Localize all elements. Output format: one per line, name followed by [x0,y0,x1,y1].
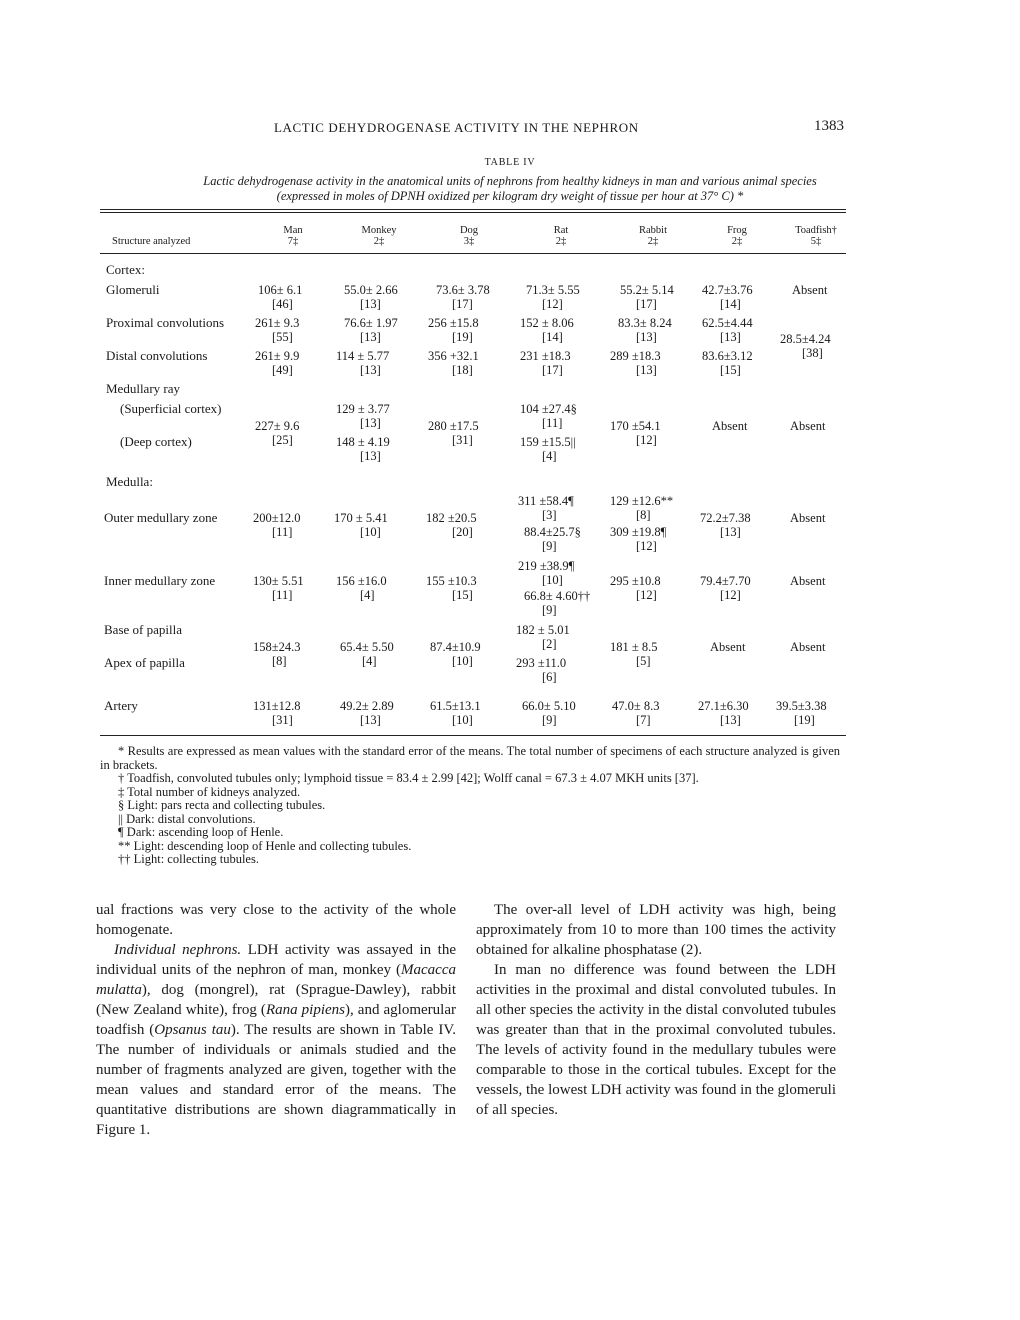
table-cell: [11] [272,525,293,539]
table-cell: 158±24.3 [253,640,301,654]
column-count: 2‡ [647,236,659,247]
table-cell: [12] [636,539,657,553]
table-cell: [17] [542,363,563,377]
table-cell: 79.4±7.70 [700,574,751,588]
column-count: 2‡ [555,236,567,247]
table-footnotes [100,745,840,867]
species-name: Opsanus tau [154,1022,231,1038]
table-cell: [10] [542,573,563,587]
table-cell: [10] [360,525,381,539]
column-header-man [258,225,328,247]
table-cell: Absent [792,283,828,297]
table-cell: 71.3± 5.55 [526,283,580,297]
column-count: 2‡ [373,236,385,247]
table-cell: 181 ± 8.5 [610,640,658,654]
table-cell: [5] [636,654,651,668]
column-name: Rabbit [639,225,667,236]
row-label-apex: Apex of papilla [104,655,185,670]
table-bottom-rule [100,735,846,736]
table-cell: [17] [452,297,473,311]
table-cell: [46] [272,297,293,311]
table-cell: [2] [542,637,557,651]
table-cell: [31] [272,713,293,727]
table-cell: [14] [542,330,563,344]
column-count: 2‡ [731,236,743,247]
table-caption-line1: Lactic dehydrogenase activity in the anatomical units of nephrons from healthy kidneys in man and various animal species [203,174,817,188]
table-cell: [12] [720,588,741,602]
table-cell: [8] [636,508,651,522]
table-label: TABLE IV [484,157,536,168]
paragraph [96,940,456,1140]
table-cell: 129 ±12.6** [610,494,674,508]
table-cell: [12] [636,433,657,447]
column-header-frog [705,225,769,247]
column-header-toadfish [778,225,854,247]
text-run: LDH activity was assayed in the individual units of the nephron of man, monkey ( [96,942,456,978]
column-name: Toadfish† [795,225,837,236]
table-cell: [15] [720,363,741,377]
table-cell: 88.4±25.7§ [524,525,581,539]
table-cell: 129 ± 3.77 [336,402,390,416]
table-cell: 47.0± 8.3 [612,699,660,713]
column-count: 7‡ [287,236,299,247]
column-name: Frog [727,225,747,236]
column-name: Dog [459,225,479,236]
table-cell: 356 +32.1 [428,349,479,363]
table-cell: [13] [720,330,741,344]
column-header-rat [526,225,596,247]
row-label-superficial: (Superficial cortex) [120,401,222,416]
table-cell: [13] [360,713,381,727]
footnote: * Results are expressed as mean values with the standard error of the means. The total number of specimens of each structure analyzed is given in brackets. [100,744,840,772]
table-cell: [7] [636,713,651,727]
table-cell: 311 ±58.4¶ [518,494,574,508]
page-number: 1383 [814,118,844,134]
table-cell: 152 ± 8.06 [520,316,574,330]
text-run: ). The results are shown in Table IV. The number of individuals or animals studied and the number of fragments analyzed are given, together with the mean values and standard error of the means. The quantitative distributions are shown diagrammatically in Figure 1. [96,1022,456,1138]
table-cell: 256 ±15.8 [428,316,479,330]
table-cell: [31] [452,433,473,447]
table-cell: [6] [542,670,557,684]
table-cell: 49.2± 2.89 [340,699,394,713]
row-label-base: Base of papilla [104,622,182,637]
row-label-outer: Outer medullary zone [104,510,218,525]
table-cell: 131±12.8 [253,699,301,713]
table-cell: [38] [802,346,823,360]
table-cell: 261± 9.3 [255,316,300,330]
table-cell: Absent [790,640,826,654]
table-cell: 65.4± 5.50 [340,640,394,654]
table-cell: [10] [452,654,473,668]
table-cell: [55] [272,330,293,344]
table-cell: Absent [790,419,826,433]
row-label-inner: Inner medullary zone [104,573,216,588]
table-cell: [19] [452,330,473,344]
section-label-medullary-ray: Medullary ray [106,381,181,396]
column-header-rabbit [618,225,688,247]
table-cell: 219 ±38.9¶ [518,559,575,573]
table-header-rule [100,253,846,254]
paragraph: ual fractions was very close to the activity of the whole homogenate. [96,902,456,938]
column-name: Man [283,225,303,236]
table-cell: 155 ±10.3 [426,574,477,588]
table-cell: 27.1±6.30 [698,699,749,713]
table-cell: 309 ±19.8¶ [610,525,667,539]
table-cell: [49] [272,363,293,377]
column-name: Monkey [361,225,397,236]
table-cell: [13] [360,416,381,430]
paragraph: The over-all level of LDH activity was high, being approximately from 10 to more than 100 times the activity obtained for alkaline phosphatase (2). [476,902,836,958]
column-count: 3‡ [463,236,475,247]
table-cell: 156 ±16.0 [336,574,387,588]
table-cell: 170 ± 5.41 [334,511,388,525]
footnote: § Light: pars recta and collecting tubules. [118,798,326,812]
table-cell: 231 ±18.3 [520,349,571,363]
table-cell: 28.5±4.24 [780,332,831,346]
paragraph: In man no difference was found between the LDH activities in the proximal and distal convoluted tubules. In all other species the activity in the distal convoluted tubules was greater than that in the proximal convoluted tubules. The levels of activity found in the medullary tubules were comparable to those in the cortical tubules. Except for the vessels, the lowest LDH activity was found in the glomeruli of all species. [476,962,836,1118]
table-cell: [4] [362,654,377,668]
table-cell: 73.6± 3.78 [436,283,490,297]
footnote: ‡ Total number of kidneys analyzed. [118,784,301,799]
table-cell: [18] [452,363,473,377]
table-cell: 66.0± 5.10 [522,699,576,713]
table-caption-line2: (expressed in moles of DPNH oxidized per kilogram dry weight of tissue per hour at 37° C) * [276,189,744,203]
running-title: LACTIC DEHYDROGENASE ACTIVITY IN THE NEPHRON [274,120,639,135]
table-cell: [14] [720,297,741,311]
section-label-medulla: Medulla: [106,474,153,489]
table-cell: [9] [542,713,557,727]
table-cell: 280 ±17.5 [428,419,479,433]
table-cell: [12] [636,588,657,602]
table-cell: 293 ±11.0 [516,656,567,670]
table-cell: [13] [720,525,741,539]
table-cell: 148 ± 4.19 [336,435,390,449]
table-cell: [13] [360,330,381,344]
table-cell: 289 ±18.3 [610,349,661,363]
table-cell: Absent [790,574,826,588]
table-cell: 87.4±10.9 [430,640,481,654]
table-cell: 261± 9.9 [255,349,300,363]
table-cell: 39.5±3.38 [776,699,827,713]
page-header [0,120,1020,140]
table-cell: 227± 9.6 [255,419,300,433]
row-label-deep: (Deep cortex) [120,434,192,449]
table-caption [100,174,920,204]
table-cell: [11] [272,588,293,602]
row-label-distal: Distal convolutions [106,348,208,363]
table-cell: [13] [636,330,657,344]
table-cell: 114 ± 5.77 [336,349,390,363]
table-cell: [17] [636,297,657,311]
table-cell: Absent [712,419,748,433]
table-cell: [15] [452,588,473,602]
table-cell: 55.2± 5.14 [620,283,674,297]
table-cell: [19] [794,713,815,727]
species-name: Macacca mulatta [96,962,456,998]
table-cell: 61.5±13.1 [430,699,481,713]
table-cell: 200±12.0 [253,511,301,525]
table-cell: 130± 5.51 [253,574,304,588]
footnote: ** Light: descending loop of Henle and collecting tubules. [118,838,412,853]
text-run: ), dog (mongrel), rat (Sprague-Dawley), rabbit (New Zealand white), frog ( [96,982,456,1018]
row-label-proximal: Proximal convolutions [106,315,225,330]
footnote: || Dark: distal convolutions. [118,811,256,826]
column-header-monkey [344,225,414,247]
run-in-heading: Individual nephrons. [114,942,242,958]
table-cell: [13] [720,713,741,727]
table-cell: [10] [452,713,473,727]
species-name: Rana pipiens [265,1002,345,1018]
row-label-glomeruli: Glomeruli [106,282,160,297]
column-name: Rat [553,225,569,236]
table-cell: [4] [360,588,375,602]
table-cell: Absent [710,640,746,654]
table-cell: 83.3± 8.24 [618,316,672,330]
table-cell: [13] [360,363,381,377]
table-top-rule [100,209,846,210]
structure-header: Structure analyzed [112,236,191,247]
table-top-rule-2 [100,212,846,213]
table-cell: 104 ±27.4§ [520,402,577,416]
table-cell: [13] [360,297,381,311]
table-cell: [20] [452,525,473,539]
table-cell: [3] [542,508,557,522]
footnote: † Toadfish, convoluted tubules only; lymphoid tissue = 83.4 ± 2.99 [42]; Wolff canal = 67.3 ± 4.07 MKH units [37]. [118,771,699,785]
table-cell: 159 ±15.5|| [520,435,576,449]
table-cell: 182 ±20.5 [426,511,477,525]
table-cell: [25] [272,433,293,447]
table-cell: 76.6± 1.97 [344,316,398,330]
table-cell: [9] [542,539,557,553]
table-cell: [9] [542,603,557,617]
table-cell: 170 ±54.1 [610,419,661,433]
table-cell: 55.0± 2.66 [344,283,398,297]
table-cell: 182 ± 5.01 [516,623,570,637]
table-cell: 72.2±7.38 [700,511,751,525]
table-cell: [12] [542,297,563,311]
table-cell: 66.8± 4.60†† [524,589,591,603]
section-label-cortex: Cortex: [106,262,145,277]
table-cell: 62.5±4.44 [702,316,753,330]
body-column-left [96,900,456,1140]
body-column-right [476,900,836,1120]
table-cell: Absent [790,511,826,525]
column-count: 5‡ [810,236,822,247]
table-cell: [13] [636,363,657,377]
table-cell: [8] [272,654,287,668]
table-cell: [4] [542,449,557,463]
column-header-dog [434,225,504,247]
footnote: †† Light: collecting tubules. [118,852,259,866]
footnote: ¶ Dark: ascending loop of Henle. [118,825,284,839]
table-cell: 295 ±10.8 [610,574,661,588]
text-run: ), and aglomerular toadfish ( [96,1002,456,1038]
table-cell: [11] [542,416,563,430]
table-cell: [13] [360,449,381,463]
table-cell: 106± 6.1 [258,283,303,297]
row-label-artery: Artery [104,698,138,713]
table-cell: 42.7±3.76 [702,283,753,297]
table-cell: 83.6±3.12 [702,349,753,363]
